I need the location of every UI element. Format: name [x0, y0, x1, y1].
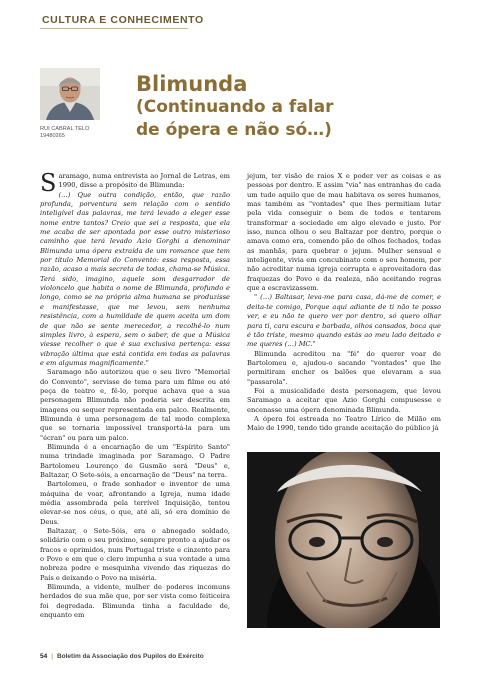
title-line-1: Blimunda — [136, 72, 248, 96]
paragraph: A ópera foi estreada no Teatro Lírico de Milão em Maio de 1990, tendo tido grande aceitação do público já — [247, 414, 441, 433]
drop-cap: S — [40, 169, 57, 197]
paragraph: Blimunda acreditou na "fé" do querer voar de Bartolomeu e, ajudou-o sacando "vontades" que lhe permitiram encher os balões que elevaram a sua "passarola". — [247, 349, 441, 386]
author-portrait-image — [40, 68, 100, 120]
page-footer — [40, 653, 204, 660]
author-photo — [40, 68, 100, 120]
publication-name: Boletim da Associação dos Pupilos do Exército — [56, 653, 204, 660]
paragraph: Baltazar, o Sete-Sóis, era o abnegado soldado, solidário com o seu próximo, sempre pronto a ajudar os fracos e oprimidos, num Portugal triste e cinzento para o Povo e em que o clero impunha a sua vontade a uma nobreza podre e mesquinha vivendo das riquezas do País e deixando o Povo na miséria. — [40, 527, 230, 582]
paragraph: Foi a musicalidade desta personagem, que levou Saramago a aceitar que Azio Gorghi compusesse e encenasse uma ópera denominada Blimunda. — [247, 386, 441, 414]
title-line-2: (Continuando a falar — [136, 97, 334, 117]
saramago-photo — [247, 452, 440, 628]
article-title — [136, 72, 333, 142]
title-line-3: de ópera e não só…) — [136, 120, 332, 140]
paragraph — [40, 169, 230, 197]
article-column-left — [40, 169, 230, 621]
paragraph: jejum, ter visão de raios X e poder ver as coisas e as pessoas por dentro. E assim "via" nas entranhas de cada um tudo aquilo que de mau habitava os seres humanos, mas também as "vontades" que lhes permitiam lutar pela vida conseguir o bem de todos e tentarem transformar a sociedade em algo elevado e justo. Por isso, nunca olhou o seu Baltazar por dentro, porque o amava como era, comendo pão de olhos fechados, todas as manhãs, para quebrar o jejum. Mulher sensual e inteligente, vivia em concubinato com o seu homem, por não acreditar numa igreja corrupta e aproveitadora das fraquezas do Povo e da realeza, não aceitando regras que a escravizassem. — [247, 172, 441, 293]
quote-paragraph: (…) Que outra condição, então, que razão profunda, porventura sem relação com o sentido inteligível das palavras, me terá levado a eleger esse nome entre tantos? Creio que sei a resposta, que ela me acaba de ser apontada por esse outro misterioso caminho que terá levado Azio Gorghi a denominar Blimunda uma ópera extraída de um romance que tem por título Memorial do Convento: essa resposta, essa razão, acaso a mais secreta de todas, chama-se Música. Terá sido, imagino, aquele som desgarrador de violoncelo que habita o nome de Blimunda, profundo e longo, como se na própria alma humana se produzisse e manifestasse, que me levou, sem nenhuma resistência, com a humildade de quem aceita um dom de que não se sente merecedor, a recolhê-lo num simples livro, à espera, sem o saber, de que a Música viesse recolher o que é sua exclusiva pertença: essa vibração última que está contida em todas as palavras e em algumas magnificamente." — [40, 190, 230, 367]
author-number: 19480265 — [40, 132, 65, 139]
paragraph: Bartolomeu, o frade sonhador e inventor de uma máquina de voar, afrontando a Igreja, numa idade média assombrada pela terrível Inquisição, tentou elevar-se nos céus, o que, até ali, só era domínio de Deus. — [40, 480, 230, 526]
author-byline — [40, 126, 89, 140]
footer-separator: | — [51, 653, 53, 660]
saramago-portrait-image — [247, 452, 440, 628]
paragraph: Saramago não autorizou que o seu livro "Memorial do Convento", servisse de tema para um filme ou até peça de teatro e, fê-lo, porque achava que a sua personagem Blimunda não poderia ser descrita em imagens ou sequer representada em palco. Realmente, Blimunda é uma personagem de tal modo complexa que se tornaria impossível transportá-la para um "écran" ou para um palco. — [40, 368, 230, 442]
article-column-right — [247, 172, 441, 434]
paragraph: Blimunda é a encarnação de um "Espírito Santo" numa trindade imaginada por Saramago. O Padre Bartolomeu Lourenço de Gusmão será "Deus" e, Baltazar, O Sete-sóis, a encarnação de "Deus" na terra. — [40, 442, 230, 479]
quote-paragraph: " (…) Baltasar, leva-me para casa, dá-me de comer, e deita-te comigo, Porque aqui adiante de ti não te posso ver, e eu não te quero ver por dentro, só quero olhar para ti, cara escura e barbada, olhos cansados, boca que é tão triste, mesmo quando estás ao meu lado deitado e me queres (…) MC." — [247, 293, 441, 349]
section-divider — [40, 28, 188, 29]
paragraph: Blimunda, a vidente, mulher de poderes incomuns herdados de sua mãe que, por ser vista como feiticeira foi degredada. Blimunda tinha a faculdade de, enquanto em — [40, 583, 230, 620]
paragraph-text: aramago, numa entrevista ao Jornal de Letras, em 1990, disse a propósito de Blimunda: — [58, 172, 230, 190]
section-header: CULTURA E CONHECIMENTO — [42, 14, 204, 26]
author-name: RUI CABRAL TELO — [40, 126, 90, 132]
page-number: 54 — [40, 653, 48, 660]
